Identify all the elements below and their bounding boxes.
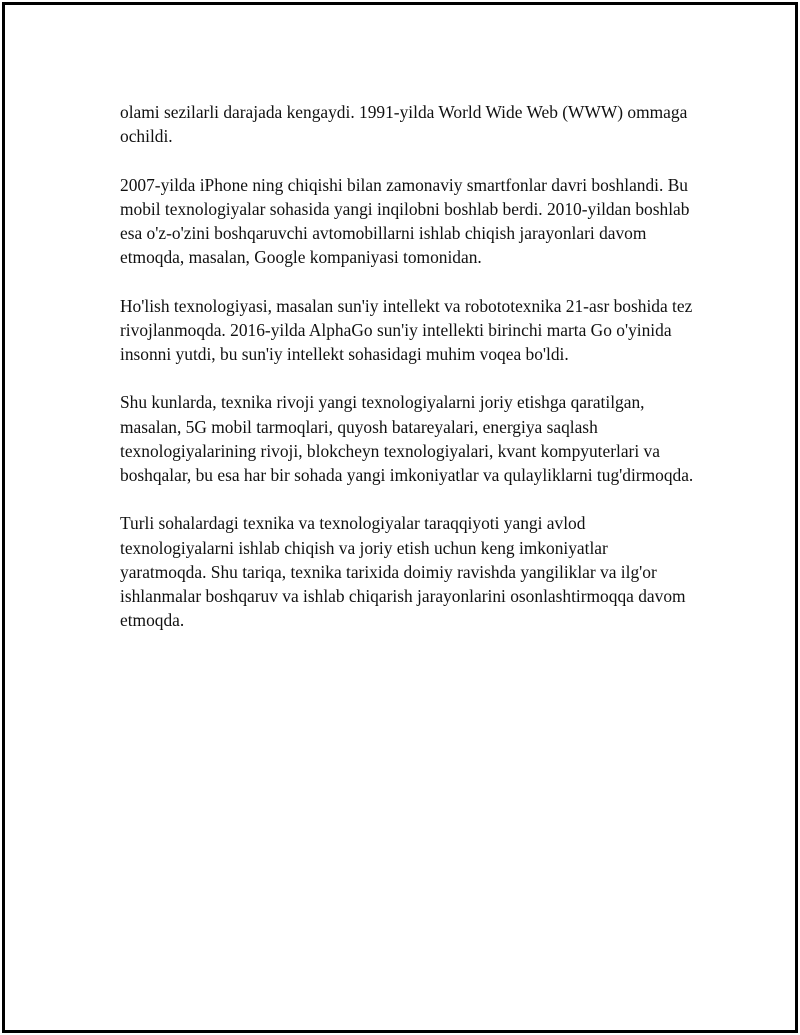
paragraph-2: 2007-yilda iPhone ning chiqishi bilan zamonaviy smartfonlar davri boshlandi. Bu mobil texnologiyalar sohasida yangi inqilobni boshlab berdi. 2010-yildan boshlab esa o'z-o'zini boshqaruvchi avtomobillarni ishlab chiqish jarayonlari davom etmoqda, masalan, Google kompaniyasi tomonidan.	[120, 174, 690, 268]
paragraph-4: Shu kunlarda, texnika rivoji yangi texnologiyalarni joriy etishga qaratilgan, masalan, 5G mobil tarmoqlari, quyosh batareyalari, energiya saqlash texnologiyalarining rivoji, blokcheyn texnologiyalari, kvant kompyuterlari va boshqalar, bu esa har bir sohada yangi imkoniyatlar va qulayliklarni tug'dirmoqda.	[120, 392, 694, 485]
paragraph-1: olami sezilarli darajada kengaydi. 1991-yilda World Wide Web (WWW) ommaga ochildi.	[120, 102, 688, 147]
document-body	[120, 100, 695, 657]
paragraph-3: Ho'lish texnologiyasi, masalan sun'iy intellekt va robototexnika 21-asr boshida tez rivojlanmoqda. 2016-yilda AlphaGo sun'iy intellekti birinchi marta Go o'yinida insonni yutdi, bu sun'iy intellekt sohasidagi muhim voqea bo'ldi.	[120, 295, 693, 364]
document-page	[2, 2, 798, 1033]
paragraph-5: Turli sohalardagi texnika va texnologiyalar taraqqiyoti yangi avlod texnologiyalarni ishlab chiqish va joriy etish uchun keng imkoniyatlar yaratmoqda. Shu tariqa, texnika tarixida doimiy ravishda yangiliklar va ilg'or ishlanmalar boshqaruv va ishlab chiqarish jarayonlarini osonlashtirmoqqa davom etmoqda.	[120, 513, 686, 631]
